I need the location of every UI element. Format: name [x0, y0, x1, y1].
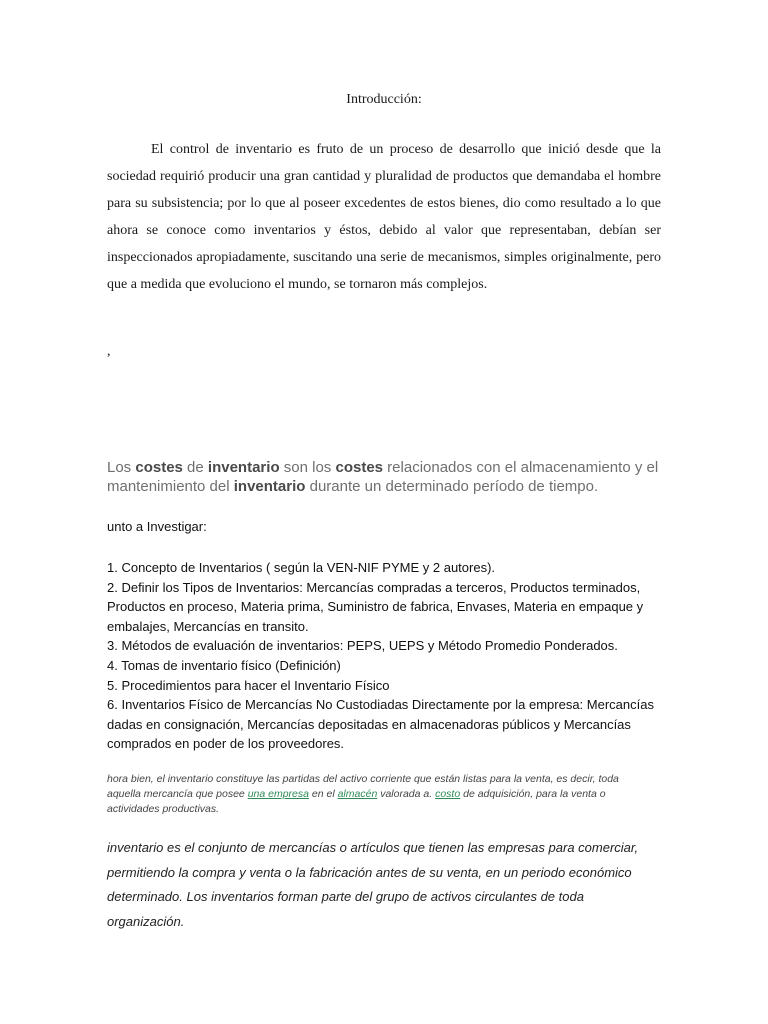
- intro-paragraph: El control de inventario es fruto de un proceso de desarrollo que inició desde que la sociedad requirió producir una gran cantidad y pluralidad de productos que demandaba el hombre para su subsistencia; por lo que al poseer excedentes de estos bienes, dio como resultado a lo que ahora se conoce como inventarios y éstos, debido al valor que representaban, debían ser inspeccionados apropiadamente, suscitando una serie de mecanismos, simples originalmente, pero que a medida que evoluciono el mundo, se tornaron más complejos.: [107, 142, 661, 292]
- list-item: 6. Inventarios Físico de Mercancías No Custodiadas Directamente por la empresa: Mercancías dadas en consignación, Mercancías depositadas en almacenadoras públicos y Mercancías comprados en poder de los proveedores.: [107, 697, 654, 752]
- costes-bold-4: inventario: [233, 478, 306, 495]
- link-almacen[interactable]: almacén: [337, 788, 378, 800]
- inventory-definition: inventario es el conjunto de mercancías o artículos que tienen las empresas para comerciar, permitiendo la compra y venta o la fabricación antes de su venta, en un periodo económico determinado. Los inventarios forman parte del grupo de activos circulantes de toda organización.: [107, 840, 639, 929]
- link-una-empresa[interactable]: una empresa: [247, 788, 309, 800]
- topics-list: [107, 558, 667, 754]
- note-text-1: hora bien, el inventario constituye las partidas del activo corriente que están listas para la venta, es decir, toda aquella mercancía que posee: [107, 773, 619, 800]
- costes-text-2: de: [182, 459, 208, 476]
- note-text-2: en el: [308, 788, 338, 800]
- link-costo[interactable]: costo: [435, 788, 461, 800]
- inventory-note: [107, 772, 652, 817]
- list-item: 4. Tomas de inventario físico (Definición): [107, 657, 341, 673]
- costes-bold-3: costes: [335, 459, 384, 476]
- costes-bold-2: inventario: [207, 459, 280, 476]
- note-text-3: valorada a.: [377, 788, 436, 800]
- costes-definition: [107, 458, 667, 496]
- list-item: 1. Concepto de Inventarios ( según la VEN-NIF PYME y 2 autores).: [107, 560, 496, 575]
- list-item: 5. Procedimientos para hacer el Inventario Físico: [107, 677, 390, 693]
- list-item: 2. Definir los Tipos de Inventarios: Mercancías compradas a terceros, Productos terminados, Productos en proceso, Materia prima, Suministro de fabrica, Envases, Materia en empaque y embalajes, Mercancías en transito.: [107, 579, 644, 634]
- costes-text-1: Los: [107, 459, 136, 476]
- costes-bold-1: costes: [135, 459, 183, 476]
- note-text-4: de adquisición, para la venta o actividades productivas.: [107, 788, 606, 815]
- costes-text-3: son los: [279, 459, 336, 476]
- stray-comma: ,: [107, 344, 111, 359]
- intro-title: Introducción:: [346, 92, 422, 107]
- section-heading: unto a Investigar:: [107, 519, 207, 534]
- costes-text-4: relacionados con el almacenamiento y el mantenimiento del: [107, 459, 659, 495]
- list-item: 3. Métodos de evaluación de inventarios: PEPS, UEPS y Método Promedio Ponderados.: [107, 638, 618, 654]
- costes-text-5: durante un determinado período de tiempo.: [305, 478, 599, 495]
